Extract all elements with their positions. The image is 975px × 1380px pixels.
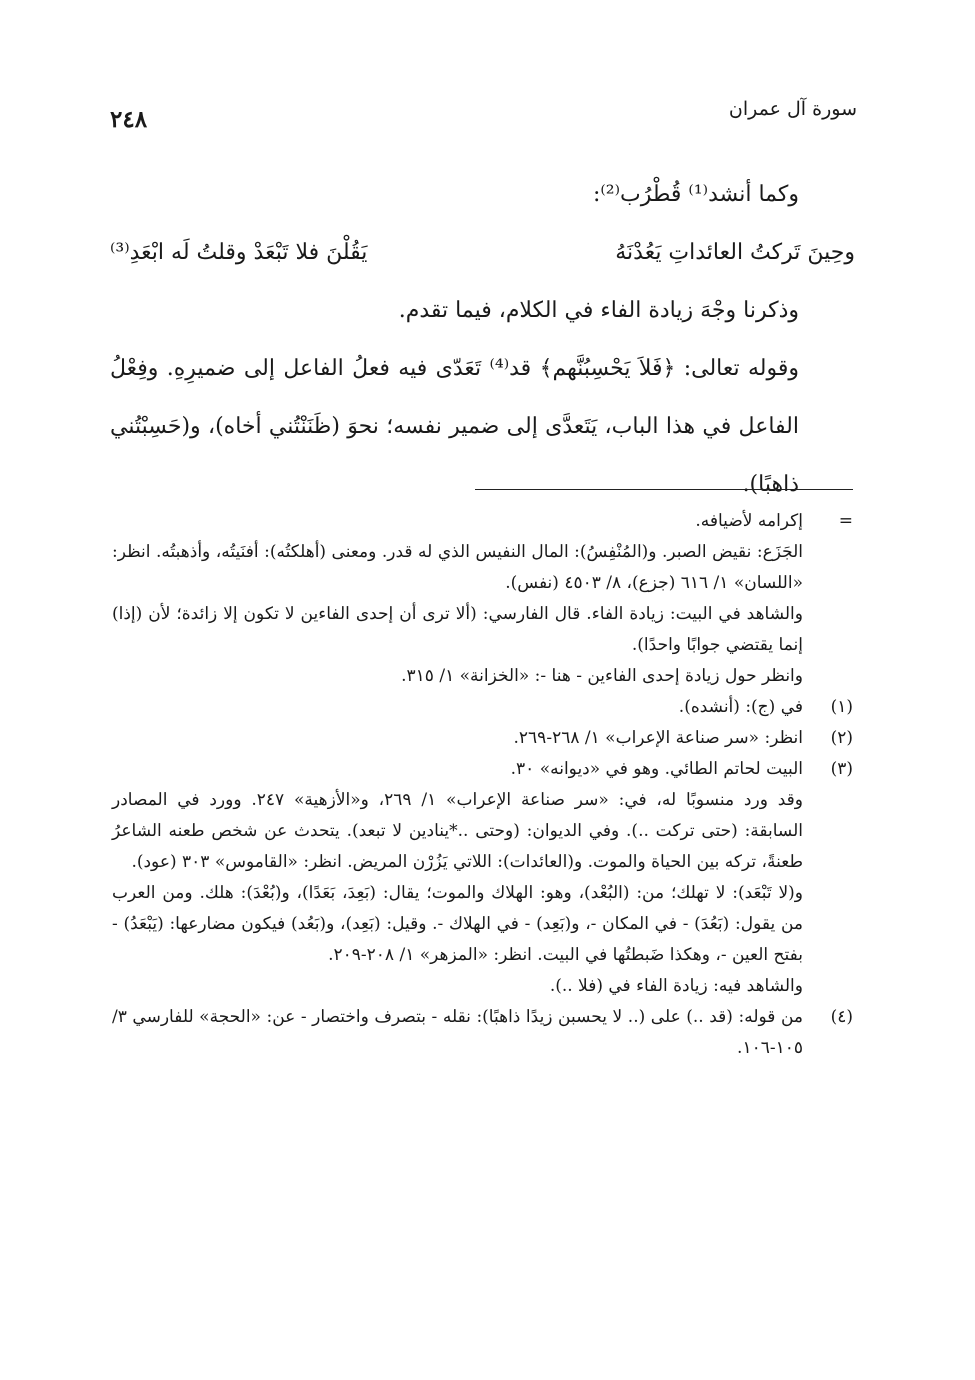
continuation-line: الجَزَع: نقيض الصبر. و(المُنْفِسُ): المال النفيس الذي له قدر. ومعنى (أهلكتُه): أفنَيتُه، وأذهبتُه. انظر: «اللسان» ١/ ٦١٦ (جزع)، ٨/ ٤٥٠٣ (نفس). [112, 542, 803, 593]
page-header [110, 92, 857, 152]
continuation-line: وانظر حول زيادة إحدى الفاءين - هنا -: «الخزانة» ١/ ٣١٥. [401, 666, 803, 686]
footnote-number: (٣) [830, 759, 853, 779]
footnote-continuation [112, 506, 853, 692]
footnote-text: والشاهد فيه: زيادة الفاء في (فلا ..). [549, 976, 803, 996]
footnote-number: (٤) [830, 1007, 853, 1027]
footnote-number: (١) [830, 697, 853, 717]
continuation-mark: = [838, 511, 853, 531]
verse-paragraph: وقوله تعالى: ﴿فَلاَ يَحْسِبُنَّهم﴾ قد⁽⁴⁾ تَعَدّى فيه فعلُ الفاعل إلى ضميرِهِ. وفِعْلُ الفاعل في هذا الباب، يَتَعدَّى إلى ضمير نفسه؛ نحوَ (ظَنَنْتُني أخاه)، و(حَسِبْتُني ذاهبًا). [110, 356, 799, 497]
poetry-verse [110, 224, 855, 282]
intro-line: وكما أنشد⁽¹⁾ قُطْرُب⁽²⁾: [592, 182, 799, 207]
footnote-2 [112, 723, 853, 754]
footnote-3 [112, 754, 853, 1002]
footnote-text: البيت لحاتم الطائي. وهو في «ديوانه» ٣٠. [510, 759, 803, 779]
footnote-divider [475, 489, 853, 490]
footnote-text: من قوله: (قد ..) على (.. لا يحسبن زيدًا ذاهبًا): نقله - بتصرف واختصار - عن: «الحجة» للفارسي ٣/ ١٠٥-١٠٦. [112, 1007, 803, 1058]
main-text [110, 166, 855, 514]
continuation-line: والشاهد في البيت: زيادة الفاء. قال الفارسي: (ألا ترى أن إحدى الفاءين لا تكون إلا زائدة؛ لأن (إذا) إنما يقتضي جوابًا واحدًا). [112, 604, 803, 655]
footnote-1 [112, 692, 853, 723]
footnote-text: في (ج): (أنشده). [678, 697, 803, 717]
continuation-line: إكرامه لأضيافه. [695, 511, 803, 531]
footnote-4 [112, 1002, 853, 1064]
surah-title: سورة آل عمران [728, 98, 857, 120]
footnote-number: (٢) [830, 728, 853, 748]
page-number: ٢٤٨ [110, 106, 148, 133]
footnote-text: و(لا تَبْعَد): لا تهلك؛ من: (البُعْد)، وهو: الهلاك والموت؛ يقال: (بَعِدَ، بَعَدًا)، و(بُعْدَ): هلك. ومن العرب من يقول: (بَعُدَ) - في المكان -، و(بَعِد) - في الهلاك -. وقيل: (بَعِد)، و(بَعُد) فيكون مضارعها: (يَبْعَدُ) - بفتح العين -، وهكذا ضَبطتُها في البيت. انظر: «المزهر» ١/ ٢٠٨-٢٠٩. [112, 883, 803, 965]
verse-second-half: يَقُلْنَ فلا تَبْعَدْ وقلتُ لَه ابْعَدِ⁽³⁾ [110, 240, 368, 265]
footnote-text: وقد ورد منسوبًا له، في: «سر صناعة الإعراب» ١/ ٢٦٩، و«الأزهية» ٢٤٧. وورد في المصادر السابقة: (حتى تركت ..). وفي الديوان: (وحتى ..*ينادين لا تبعد). يتحدث عن شخص طعنه الشاعرُ طعنةً، تركه بين الحياة والموت. و(العائدات): اللاتي يَزُرْن المريض. انظر: «القاموس» ٣٠٣ (عود). [112, 790, 803, 872]
explanation-line: وذكرنا وجْهَ زيادة الفاء في الكلام، فيما تقدم. [398, 298, 799, 323]
footnote-text: انظر: «سر صناعة الإعراب» ١/ ٢٦٨-٢٦٩. [513, 728, 803, 748]
verse-first-half: وحِينَ تَركتُ العائداتِ يَعُدْنَهُ [615, 240, 855, 265]
footnotes [112, 506, 853, 1064]
